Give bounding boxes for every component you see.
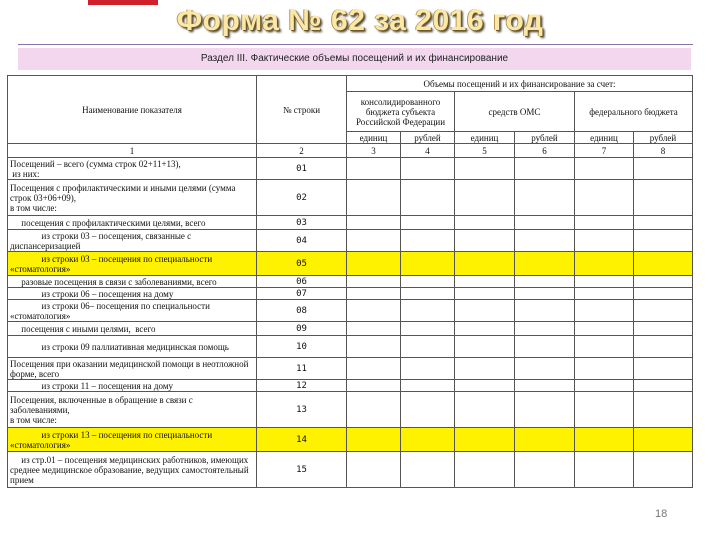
value-cell[interactable] [515, 380, 575, 392]
header-oms: средств ОМС [455, 92, 575, 132]
page-number: 18 [655, 508, 668, 520]
value-cell[interactable] [455, 392, 515, 428]
value-cell[interactable] [634, 428, 693, 452]
value-cell[interactable] [575, 358, 634, 380]
value-cell[interactable] [634, 300, 693, 322]
header-rubles-1: рублей [401, 132, 455, 144]
table-row [8, 380, 693, 392]
col-number: 1 [8, 144, 257, 158]
value-cell[interactable] [634, 452, 693, 488]
value-cell[interactable] [455, 252, 515, 276]
table-row [8, 216, 693, 230]
table-row [8, 230, 693, 252]
section-caption: Раздел III. Фактические объемы посещений и их финансирование [18, 48, 691, 70]
value-cell[interactable] [401, 180, 455, 216]
value-cell[interactable] [634, 230, 693, 252]
value-cell[interactable] [634, 276, 693, 288]
value-cell[interactable] [347, 300, 401, 322]
row-number: 06 [257, 276, 347, 288]
value-cell[interactable] [575, 322, 634, 336]
row-number: 05 [257, 252, 347, 276]
row-number: 13 [257, 392, 347, 428]
value-cell[interactable] [401, 288, 455, 300]
value-cell[interactable] [347, 158, 401, 180]
table-row [8, 300, 693, 322]
value-cell[interactable] [347, 336, 401, 358]
value-cell[interactable] [634, 288, 693, 300]
value-cell[interactable] [455, 180, 515, 216]
row-label: из строки 06– посещения по специальности «стоматология» [8, 300, 257, 322]
header-units-3: единиц [575, 132, 634, 144]
value-cell[interactable] [515, 276, 575, 288]
row-label: из строки 03 – посещения по специальности «стоматология» [8, 252, 257, 276]
row-label: из стр.01 – посещения медицинских работников, имеющих среднее медицинское образование, ведущих самостоятельный прием [8, 452, 257, 488]
row-label: Посещений – всего (сумма строк 02+11+13), из них: [8, 158, 257, 180]
value-cell[interactable] [455, 322, 515, 336]
value-cell[interactable] [515, 358, 575, 380]
value-cell[interactable] [401, 252, 455, 276]
row-number: 14 [257, 428, 347, 452]
value-cell[interactable] [634, 252, 693, 276]
row-number: 11 [257, 358, 347, 380]
value-cell[interactable] [515, 230, 575, 252]
title-divider [18, 44, 693, 45]
value-cell[interactable] [515, 322, 575, 336]
value-cell[interactable] [401, 358, 455, 380]
table-row [8, 322, 693, 336]
col-number: 3 [347, 144, 401, 158]
header-consolidated: консолидированного бюджета субъекта Российской Федерации [347, 92, 455, 132]
title-bar [0, 0, 720, 46]
value-cell[interactable] [634, 180, 693, 216]
row-label: Посещения, включенные в обращение в связи с заболеваниями, в том числе: [8, 392, 257, 428]
value-cell[interactable] [347, 216, 401, 230]
row-number: 09 [257, 322, 347, 336]
value-cell[interactable] [347, 180, 401, 216]
table-row [8, 158, 693, 180]
header-row-no: № строки [257, 76, 347, 144]
value-cell[interactable] [401, 158, 455, 180]
value-cell[interactable] [575, 452, 634, 488]
value-cell[interactable] [401, 216, 455, 230]
value-cell[interactable] [515, 180, 575, 216]
value-cell[interactable] [515, 216, 575, 230]
col-number: 4 [401, 144, 455, 158]
value-cell[interactable] [455, 300, 515, 322]
row-label: из строки 09 паллиативная медицинская помощь [8, 336, 257, 358]
value-cell[interactable] [455, 216, 515, 230]
value-cell[interactable] [401, 428, 455, 452]
row-number: 03 [257, 216, 347, 230]
row-label: Посещения при оказании медицинской помощи в неотложной форме, всего [8, 358, 257, 380]
table-row [8, 392, 693, 428]
table-row [8, 358, 693, 380]
value-cell[interactable] [401, 336, 455, 358]
value-cell[interactable] [455, 452, 515, 488]
value-cell[interactable] [401, 452, 455, 488]
value-cell[interactable] [575, 158, 634, 180]
value-cell[interactable] [401, 380, 455, 392]
value-cell[interactable] [634, 322, 693, 336]
form-table [7, 75, 693, 488]
header-units-1: единиц [347, 132, 401, 144]
row-number: 07 [257, 288, 347, 300]
value-cell[interactable] [401, 276, 455, 288]
value-cell[interactable] [455, 276, 515, 288]
value-cell[interactable] [634, 392, 693, 428]
header-units-2: единиц [455, 132, 515, 144]
header-volumes: Объемы посещений и их финансирование за счет: [347, 76, 693, 92]
value-cell[interactable] [455, 230, 515, 252]
value-cell[interactable] [575, 252, 634, 276]
row-label: разовые посещения в связи с заболеваниями, всего [8, 276, 257, 288]
value-cell[interactable] [575, 288, 634, 300]
value-cell[interactable] [347, 276, 401, 288]
row-number: 12 [257, 380, 347, 392]
value-cell[interactable] [634, 336, 693, 358]
header-rubles-2: рублей [515, 132, 575, 144]
value-cell[interactable] [455, 336, 515, 358]
row-label: из строки 11 – посещения на дому [8, 380, 257, 392]
col-number: 8 [634, 144, 693, 158]
value-cell[interactable] [515, 300, 575, 322]
value-cell[interactable] [455, 380, 515, 392]
col-number: 6 [515, 144, 575, 158]
value-cell[interactable] [575, 230, 634, 252]
value-cell[interactable] [455, 288, 515, 300]
value-cell[interactable] [575, 300, 634, 322]
table-row [8, 336, 693, 358]
table-row [8, 252, 693, 276]
value-cell[interactable] [515, 288, 575, 300]
table-row [8, 288, 693, 300]
row-label: посещения с иными целями, всего [8, 322, 257, 336]
col-number: 7 [575, 144, 634, 158]
col-number: 5 [455, 144, 515, 158]
value-cell[interactable] [401, 300, 455, 322]
table-row [8, 452, 693, 488]
value-cell[interactable] [347, 392, 401, 428]
value-cell[interactable] [347, 230, 401, 252]
table-row [8, 428, 693, 452]
value-cell[interactable] [515, 452, 575, 488]
value-cell[interactable] [455, 428, 515, 452]
value-cell[interactable] [575, 180, 634, 216]
row-number: 02 [257, 180, 347, 216]
row-number: 10 [257, 336, 347, 358]
value-cell[interactable] [634, 216, 693, 230]
row-number: 04 [257, 230, 347, 252]
column-numbers-row [8, 144, 693, 158]
header-rubles-3: рублей [634, 132, 693, 144]
value-cell[interactable] [575, 428, 634, 452]
row-number: 15 [257, 452, 347, 488]
value-cell[interactable] [575, 276, 634, 288]
value-cell[interactable] [515, 252, 575, 276]
value-cell[interactable] [575, 380, 634, 392]
value-cell[interactable] [455, 158, 515, 180]
row-label: Посещения с профилактическими и иными целями (сумма строк 03+06+09), в том числе: [8, 180, 257, 216]
value-cell[interactable] [347, 452, 401, 488]
value-cell[interactable] [347, 358, 401, 380]
value-cell[interactable] [515, 428, 575, 452]
value-cell[interactable] [634, 358, 693, 380]
value-cell[interactable] [401, 392, 455, 428]
value-cell[interactable] [401, 230, 455, 252]
value-cell[interactable] [634, 158, 693, 180]
value-cell[interactable] [347, 322, 401, 336]
header-federal: федерального бюджета [575, 92, 693, 132]
value-cell[interactable] [515, 336, 575, 358]
row-number: 01 [257, 158, 347, 180]
value-cell[interactable] [455, 358, 515, 380]
value-cell[interactable] [347, 428, 401, 452]
value-cell[interactable] [347, 252, 401, 276]
value-cell[interactable] [515, 158, 575, 180]
header-indicator: Наименование показателя [8, 76, 257, 144]
value-cell[interactable] [515, 392, 575, 428]
value-cell[interactable] [401, 322, 455, 336]
value-cell[interactable] [575, 216, 634, 230]
value-cell[interactable] [347, 380, 401, 392]
table-row [8, 180, 693, 216]
row-label: посещения с профилактическими целями, всего [8, 216, 257, 230]
value-cell[interactable] [575, 336, 634, 358]
row-label: из строки 13 – посещения по специальности «стоматология» [8, 428, 257, 452]
value-cell[interactable] [347, 288, 401, 300]
slide-title: Форма № 62 за 2016 год [176, 4, 544, 37]
row-label: из строки 06 – посещения на дому [8, 288, 257, 300]
row-label: из строки 03 – посещения, связанные с диспансеризацией [8, 230, 257, 252]
value-cell[interactable] [575, 392, 634, 428]
value-cell[interactable] [634, 380, 693, 392]
table-row [8, 276, 693, 288]
row-number: 08 [257, 300, 347, 322]
col-number: 2 [257, 144, 347, 158]
